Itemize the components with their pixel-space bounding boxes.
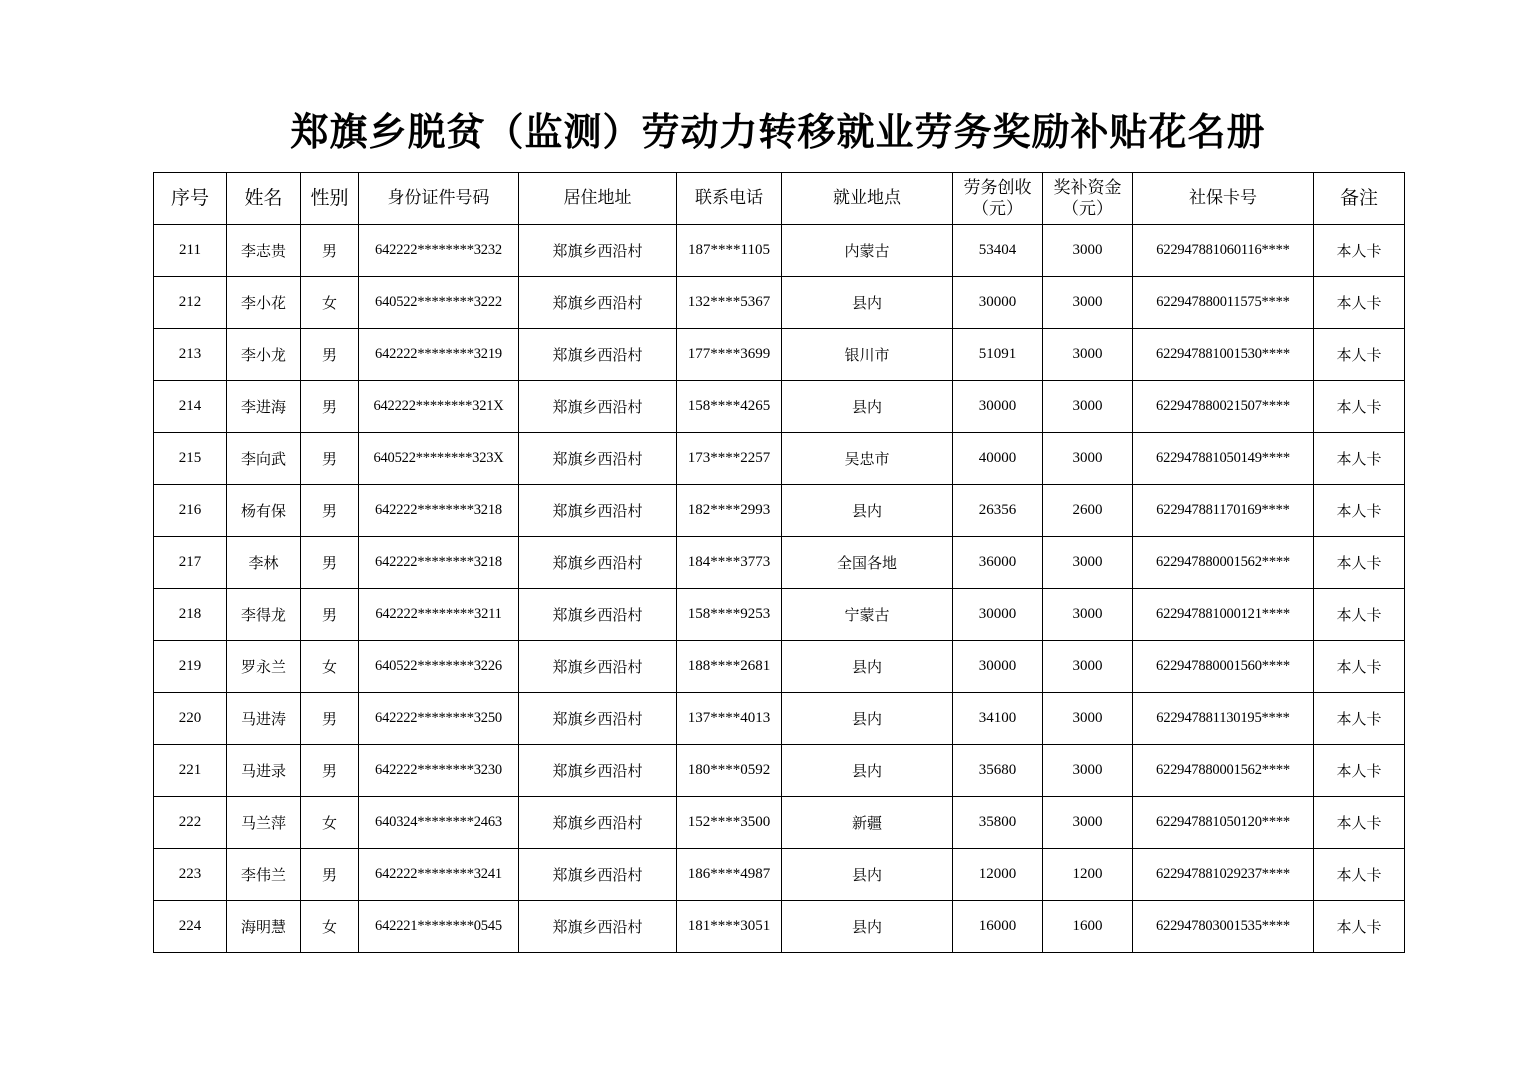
cell-gender: 男 xyxy=(301,745,359,797)
cell-name: 李得龙 xyxy=(227,589,301,641)
cell-subsidy: 3000 xyxy=(1043,641,1133,693)
table-row xyxy=(154,537,1405,589)
cell-id-number: 642221********0545 xyxy=(359,901,519,953)
table-row xyxy=(154,901,1405,953)
cell-seq: 214 xyxy=(154,381,227,433)
cell-workplace: 内蒙古 xyxy=(782,225,953,277)
cell-gender: 男 xyxy=(301,849,359,901)
cell-phone: 186****4987 xyxy=(677,849,782,901)
cell-workplace: 银川市 xyxy=(782,329,953,381)
cell-income: 40000 xyxy=(953,433,1043,485)
cell-address: 郑旗乡西沿村 xyxy=(519,277,677,329)
cell-remark: 本人卡 xyxy=(1314,277,1405,329)
cell-card: 622947880001562**** xyxy=(1133,745,1314,797)
cell-subsidy: 3000 xyxy=(1043,797,1133,849)
cell-income: 26356 xyxy=(953,485,1043,537)
cell-name: 海明慧 xyxy=(227,901,301,953)
cell-income: 30000 xyxy=(953,381,1043,433)
cell-name: 杨有保 xyxy=(227,485,301,537)
table-row xyxy=(154,693,1405,745)
cell-id-number: 640522********3226 xyxy=(359,641,519,693)
cell-remark: 本人卡 xyxy=(1314,381,1405,433)
table-row xyxy=(154,589,1405,641)
cell-address: 郑旗乡西沿村 xyxy=(519,381,677,433)
cell-remark: 本人卡 xyxy=(1314,693,1405,745)
cell-gender: 女 xyxy=(301,277,359,329)
cell-remark: 本人卡 xyxy=(1314,745,1405,797)
cell-address: 郑旗乡西沿村 xyxy=(519,485,677,537)
cell-income: 51091 xyxy=(953,329,1043,381)
table-row xyxy=(154,641,1405,693)
header-income xyxy=(953,173,1043,225)
header-name: 姓名 xyxy=(227,173,301,225)
cell-seq: 222 xyxy=(154,797,227,849)
cell-phone: 173****2257 xyxy=(677,433,782,485)
cell-name: 李伟兰 xyxy=(227,849,301,901)
table-row xyxy=(154,797,1405,849)
header-id-number: 身份证件号码 xyxy=(359,173,519,225)
cell-subsidy: 3000 xyxy=(1043,433,1133,485)
cell-workplace: 县内 xyxy=(782,901,953,953)
cell-address: 郑旗乡西沿村 xyxy=(519,901,677,953)
cell-workplace: 宁蒙古 xyxy=(782,589,953,641)
cell-subsidy: 1600 xyxy=(1043,901,1133,953)
cell-name: 李向武 xyxy=(227,433,301,485)
cell-remark: 本人卡 xyxy=(1314,797,1405,849)
cell-name: 马进涛 xyxy=(227,693,301,745)
cell-subsidy: 3000 xyxy=(1043,277,1133,329)
cell-id-number: 642222********3218 xyxy=(359,537,519,589)
cell-card: 622947880001562**** xyxy=(1133,537,1314,589)
cell-address: 郑旗乡西沿村 xyxy=(519,641,677,693)
cell-seq: 219 xyxy=(154,641,227,693)
cell-id-number: 640522********323X xyxy=(359,433,519,485)
cell-gender: 男 xyxy=(301,225,359,277)
cell-address: 郑旗乡西沿村 xyxy=(519,693,677,745)
cell-seq: 224 xyxy=(154,901,227,953)
cell-address: 郑旗乡西沿村 xyxy=(519,433,677,485)
cell-remark: 本人卡 xyxy=(1314,901,1405,953)
header-subsidy-line2: （元） xyxy=(1062,198,1113,219)
cell-subsidy: 3000 xyxy=(1043,381,1133,433)
cell-income: 53404 xyxy=(953,225,1043,277)
cell-gender: 男 xyxy=(301,693,359,745)
cell-workplace: 县内 xyxy=(782,849,953,901)
cell-remark: 本人卡 xyxy=(1314,537,1405,589)
cell-id-number: 642222********3230 xyxy=(359,745,519,797)
cell-income: 36000 xyxy=(953,537,1043,589)
cell-income: 30000 xyxy=(953,277,1043,329)
cell-remark: 本人卡 xyxy=(1314,329,1405,381)
table-body xyxy=(154,225,1405,953)
cell-phone: 158****9253 xyxy=(677,589,782,641)
cell-name: 李林 xyxy=(227,537,301,589)
cell-phone: 132****5367 xyxy=(677,277,782,329)
cell-address: 郑旗乡西沿村 xyxy=(519,849,677,901)
cell-subsidy: 3000 xyxy=(1043,745,1133,797)
cell-name: 马兰萍 xyxy=(227,797,301,849)
cell-phone: 177****3699 xyxy=(677,329,782,381)
header-seq: 序号 xyxy=(154,173,227,225)
cell-seq: 220 xyxy=(154,693,227,745)
cell-income: 12000 xyxy=(953,849,1043,901)
cell-gender: 男 xyxy=(301,381,359,433)
cell-name: 李小龙 xyxy=(227,329,301,381)
cell-card: 622947881130195**** xyxy=(1133,693,1314,745)
cell-seq: 218 xyxy=(154,589,227,641)
cell-seq: 213 xyxy=(154,329,227,381)
cell-gender: 女 xyxy=(301,641,359,693)
header-income-line1: 劳务创收 xyxy=(963,177,1032,198)
table-row xyxy=(154,849,1405,901)
cell-subsidy: 3000 xyxy=(1043,537,1133,589)
cell-card: 622947881170169**** xyxy=(1133,485,1314,537)
cell-income: 16000 xyxy=(953,901,1043,953)
table-row xyxy=(154,225,1405,277)
cell-subsidy: 2600 xyxy=(1043,485,1133,537)
cell-subsidy: 3000 xyxy=(1043,589,1133,641)
header-income-line2: （元） xyxy=(972,198,1023,219)
cell-address: 郑旗乡西沿村 xyxy=(519,797,677,849)
cell-seq: 221 xyxy=(154,745,227,797)
cell-remark: 本人卡 xyxy=(1314,485,1405,537)
cell-remark: 本人卡 xyxy=(1314,589,1405,641)
cell-subsidy: 3000 xyxy=(1043,693,1133,745)
cell-remark: 本人卡 xyxy=(1314,641,1405,693)
cell-workplace: 县内 xyxy=(782,277,953,329)
cell-address: 郑旗乡西沿村 xyxy=(519,537,677,589)
cell-phone: 152****3500 xyxy=(677,797,782,849)
cell-gender: 女 xyxy=(301,901,359,953)
cell-phone: 182****2993 xyxy=(677,485,782,537)
cell-id-number: 642222********321X xyxy=(359,381,519,433)
cell-gender: 男 xyxy=(301,589,359,641)
cell-id-number: 640522********3222 xyxy=(359,277,519,329)
cell-card: 622947881000121**** xyxy=(1133,589,1314,641)
header-address: 居住地址 xyxy=(519,173,677,225)
header-remark: 备注 xyxy=(1314,173,1405,225)
cell-id-number: 642222********3211 xyxy=(359,589,519,641)
cell-address: 郑旗乡西沿村 xyxy=(519,589,677,641)
cell-phone: 158****4265 xyxy=(677,381,782,433)
cell-remark: 本人卡 xyxy=(1314,225,1405,277)
cell-gender: 男 xyxy=(301,433,359,485)
cell-card: 622947880021507**** xyxy=(1133,381,1314,433)
cell-income: 35680 xyxy=(953,745,1043,797)
cell-id-number: 642222********3218 xyxy=(359,485,519,537)
cell-card: 622947881001530**** xyxy=(1133,329,1314,381)
cell-workplace: 吴忠市 xyxy=(782,433,953,485)
cell-card: 622947881050149**** xyxy=(1133,433,1314,485)
cell-remark: 本人卡 xyxy=(1314,433,1405,485)
header-phone: 联系电话 xyxy=(677,173,782,225)
table-header-row xyxy=(154,173,1405,225)
cell-address: 郑旗乡西沿村 xyxy=(519,329,677,381)
cell-income: 35800 xyxy=(953,797,1043,849)
cell-gender: 男 xyxy=(301,329,359,381)
subsidy-roster-table xyxy=(153,172,1405,953)
table-row xyxy=(154,485,1405,537)
cell-card: 622947881029237**** xyxy=(1133,849,1314,901)
cell-seq: 217 xyxy=(154,537,227,589)
cell-income: 30000 xyxy=(953,641,1043,693)
cell-phone: 181****3051 xyxy=(677,901,782,953)
cell-gender: 男 xyxy=(301,485,359,537)
cell-id-number: 642222********3219 xyxy=(359,329,519,381)
table-row xyxy=(154,381,1405,433)
cell-subsidy: 3000 xyxy=(1043,225,1133,277)
cell-workplace: 县内 xyxy=(782,745,953,797)
header-card: 社保卡号 xyxy=(1133,173,1314,225)
cell-card: 622947881060116**** xyxy=(1133,225,1314,277)
cell-card: 622947880011575**** xyxy=(1133,277,1314,329)
table-row xyxy=(154,745,1405,797)
cell-id-number: 640324********2463 xyxy=(359,797,519,849)
cell-seq: 215 xyxy=(154,433,227,485)
cell-remark: 本人卡 xyxy=(1314,849,1405,901)
cell-id-number: 642222********3250 xyxy=(359,693,519,745)
cell-address: 郑旗乡西沿村 xyxy=(519,225,677,277)
cell-phone: 137****4013 xyxy=(677,693,782,745)
cell-seq: 211 xyxy=(154,225,227,277)
cell-card: 622947803001535**** xyxy=(1133,901,1314,953)
cell-workplace: 县内 xyxy=(782,693,953,745)
header-workplace: 就业地点 xyxy=(782,173,953,225)
cell-phone: 180****0592 xyxy=(677,745,782,797)
cell-subsidy: 3000 xyxy=(1043,329,1133,381)
cell-id-number: 642222********3232 xyxy=(359,225,519,277)
cell-name: 李小花 xyxy=(227,277,301,329)
table-row xyxy=(154,433,1405,485)
cell-id-number: 642222********3241 xyxy=(359,849,519,901)
cell-seq: 223 xyxy=(154,849,227,901)
cell-phone: 187****1105 xyxy=(677,225,782,277)
cell-income: 30000 xyxy=(953,589,1043,641)
cell-workplace: 县内 xyxy=(782,381,953,433)
cell-name: 马进录 xyxy=(227,745,301,797)
cell-name: 李进海 xyxy=(227,381,301,433)
cell-workplace: 县内 xyxy=(782,641,953,693)
table-row xyxy=(154,329,1405,381)
cell-workplace: 县内 xyxy=(782,485,953,537)
cell-seq: 216 xyxy=(154,485,227,537)
header-subsidy xyxy=(1043,173,1133,225)
cell-seq: 212 xyxy=(154,277,227,329)
header-gender: 性别 xyxy=(301,173,359,225)
header-subsidy-line1: 奖补资金 xyxy=(1053,177,1122,198)
cell-name: 罗永兰 xyxy=(227,641,301,693)
cell-name: 李志贵 xyxy=(227,225,301,277)
cell-card: 622947881050120**** xyxy=(1133,797,1314,849)
cell-gender: 女 xyxy=(301,797,359,849)
cell-phone: 184****3773 xyxy=(677,537,782,589)
table-row xyxy=(154,277,1405,329)
cell-income: 34100 xyxy=(953,693,1043,745)
cell-gender: 男 xyxy=(301,537,359,589)
document-title: 郑旗乡脱贫（监测）劳动力转移就业劳务奖励补贴花名册 xyxy=(290,109,1266,154)
cell-address: 郑旗乡西沿村 xyxy=(519,745,677,797)
cell-workplace: 新疆 xyxy=(782,797,953,849)
cell-workplace: 全国各地 xyxy=(782,537,953,589)
cell-subsidy: 1200 xyxy=(1043,849,1133,901)
cell-phone: 188****2681 xyxy=(677,641,782,693)
cell-card: 622947880001560**** xyxy=(1133,641,1314,693)
